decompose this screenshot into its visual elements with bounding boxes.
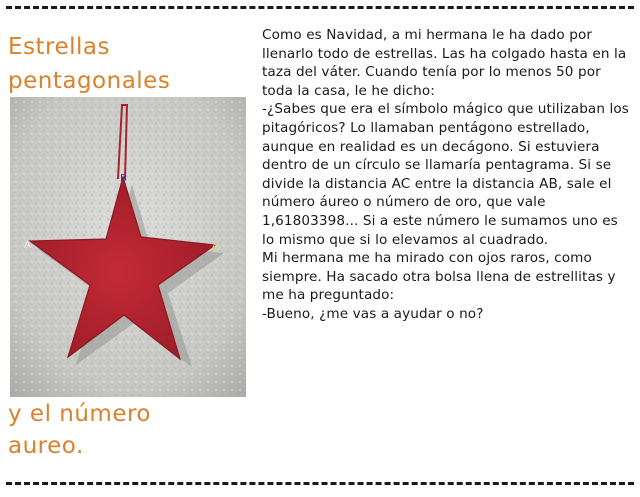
paragraph-1: Como es Navidad, a mi hermana le ha dado por llenarlo todo de estrellas. Las ha colgado hasta en la taza del váter. Cuando tenía por lo menos 50 por toda la casa, le he dicho: bbox=[262, 27, 627, 99]
paragraph-3: Mi hermana me ha mirado con ojos raros, como siempre. Ha sacado otra bolsa llena de estrellitas y me ha preguntado: bbox=[262, 250, 616, 304]
star-photo bbox=[10, 97, 246, 397]
bottom-dashed-border bbox=[6, 482, 634, 485]
star-photo-svg bbox=[10, 97, 246, 397]
label-c: C bbox=[212, 243, 219, 254]
story-text bbox=[262, 26, 634, 324]
label-a: A bbox=[24, 240, 31, 251]
title-top bbox=[8, 30, 248, 98]
title-bottom bbox=[8, 398, 248, 462]
paragraph-4: -Bueno, ¿me vas a ayudar o no? bbox=[262, 305, 484, 322]
paragraph-2: -¿Sabes que era el símbolo mágico que utilizaban los pitagóricos? Lo llamaban pentágono estrellado, aunque en realidad es un decágono. Si estuviera dentro de un círculo se llamaría pentagrama. Si se divide la distancia AC entre la distancia AB, sale el número áureo o número de oro, que vale 1,61803398... Si a este número le sumamos uno es lo mismo que si lo elevamos al cuadrado. bbox=[262, 101, 629, 248]
top-dashed-border bbox=[6, 6, 634, 9]
title-line-1: Estrellas bbox=[8, 34, 110, 60]
title-line-4: aureo. bbox=[8, 433, 84, 459]
title-line-3: y el número bbox=[8, 401, 152, 427]
title-line-2: pentagonales bbox=[8, 68, 171, 94]
label-b: B bbox=[120, 173, 127, 184]
